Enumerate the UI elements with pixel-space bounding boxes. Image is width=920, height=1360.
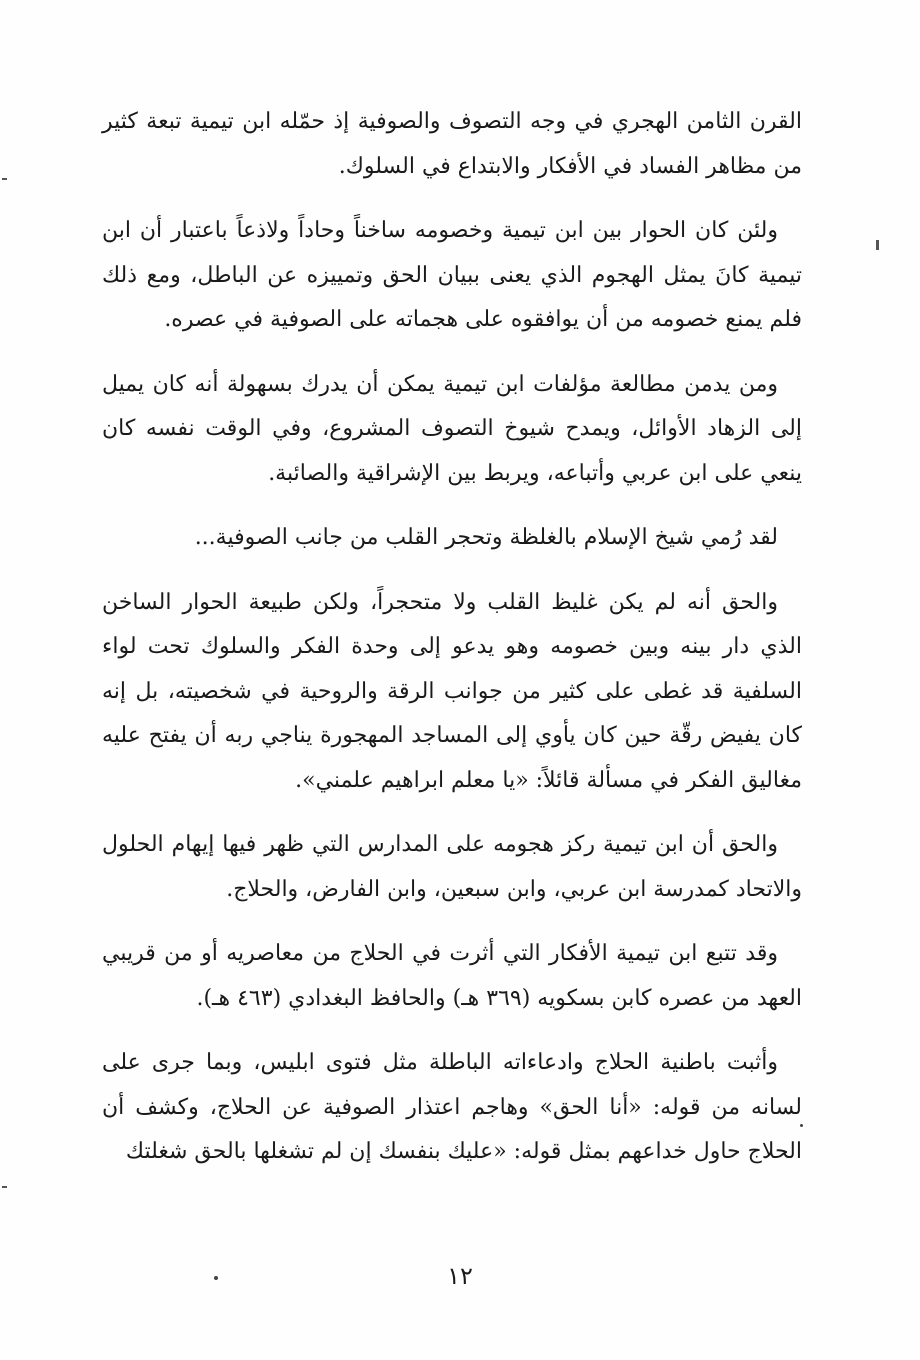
paragraph-7: وقد تتبع ابن تيمية الأفكار التي أثرت في الحلاج من معاصريه أو من قريبي العهد من عصره كابن بسكويه (٣٦٩ هـ) والحافظ البغدادي (٤٦٣ هـ). [102, 941, 802, 1011]
page-body-text [102, 100, 802, 1195]
scan-mark-right [876, 240, 879, 250]
paragraph-5: والحق أنه لم يكن غليظ القلب ولا متحجراً، ولكن طبيعة الحوار الساخن الذي دار بينه وبين خصومه وهو يدعو إلى وحدة الفكر والسلوك تحت لواء السلفية قد غطى على كثير من جوانب الرقة والروحية في شخصيته، بل إنه كان يفيض رقّة حين كان يأوي إلى المساجد المهجورة يناجي ربه أن يفتح عليه مغاليق الفكر في مسألة قائلاً: «يا معلم ابراهيم علمني». [102, 589, 802, 793]
paragraph-2: ولئن كان الحوار بين ابن تيمية وخصومه ساخناً وحاداً ولاذعاً باعتبار أن ابن تيمية كانَ يمثل الهجوم الذي يعنى ببيان الحق وتمييزه عن الباطل، ومع ذلك فلم يمنع خصومه من أن يوافقوه على هجماته على الصوفية في عصره. [102, 218, 802, 332]
page-number: ١٢ [447, 1262, 473, 1290]
scan-speck-2 [800, 1124, 803, 1127]
scan-mark-left-bottom [2, 1186, 7, 1188]
scan-mark-left-top [2, 178, 7, 180]
paragraph-4: لقد رُمي شيخ الإسلام بالغلظة وتحجر القلب من جانب الصوفية... [194, 525, 778, 550]
scan-speck-1 [214, 1276, 218, 1280]
paragraph-1: القرن الثامن الهجري في وجه التصوف والصوفية إذ حمّله ابن تيمية تبعة كثير من مظاهر الفساد في الأفكار والابتداع في السلوك. [102, 109, 802, 179]
paragraph-3: ومن يدمن مطالعة مؤلفات ابن تيمية يمكن أن يدرك بسهولة أنه كان يميل إلى الزهاد الأوائل، ويمدح شيوخ التصوف المشروع، وفي الوقت نفسه كان ينعي على ابن عربي وأتباعه، ويربط بين الإشراقية والصائبة. [102, 371, 802, 486]
paragraph-6: والحق أن ابن تيمية ركز هجومه على المدارس التي ظهر فيها إيهام الحلول والاتحاد كمدرسة ابن عربي، وابن سبعين، وابن الفارض، والحلاج. [102, 832, 802, 902]
paragraph-8: وأثبت باطنية الحلاج وادعاءاته الباطلة مثل فتوى ابليس، وبما جرى على لسانه من قوله: «أنا الحق» وهاجم اعتذار الصوفية عن الحلاج، وكشف أن الحلاج حاول خداعهم بمثل قوله: «عليك بنفسك إن لم تشغلها بالحق شغلتك [102, 1050, 802, 1164]
